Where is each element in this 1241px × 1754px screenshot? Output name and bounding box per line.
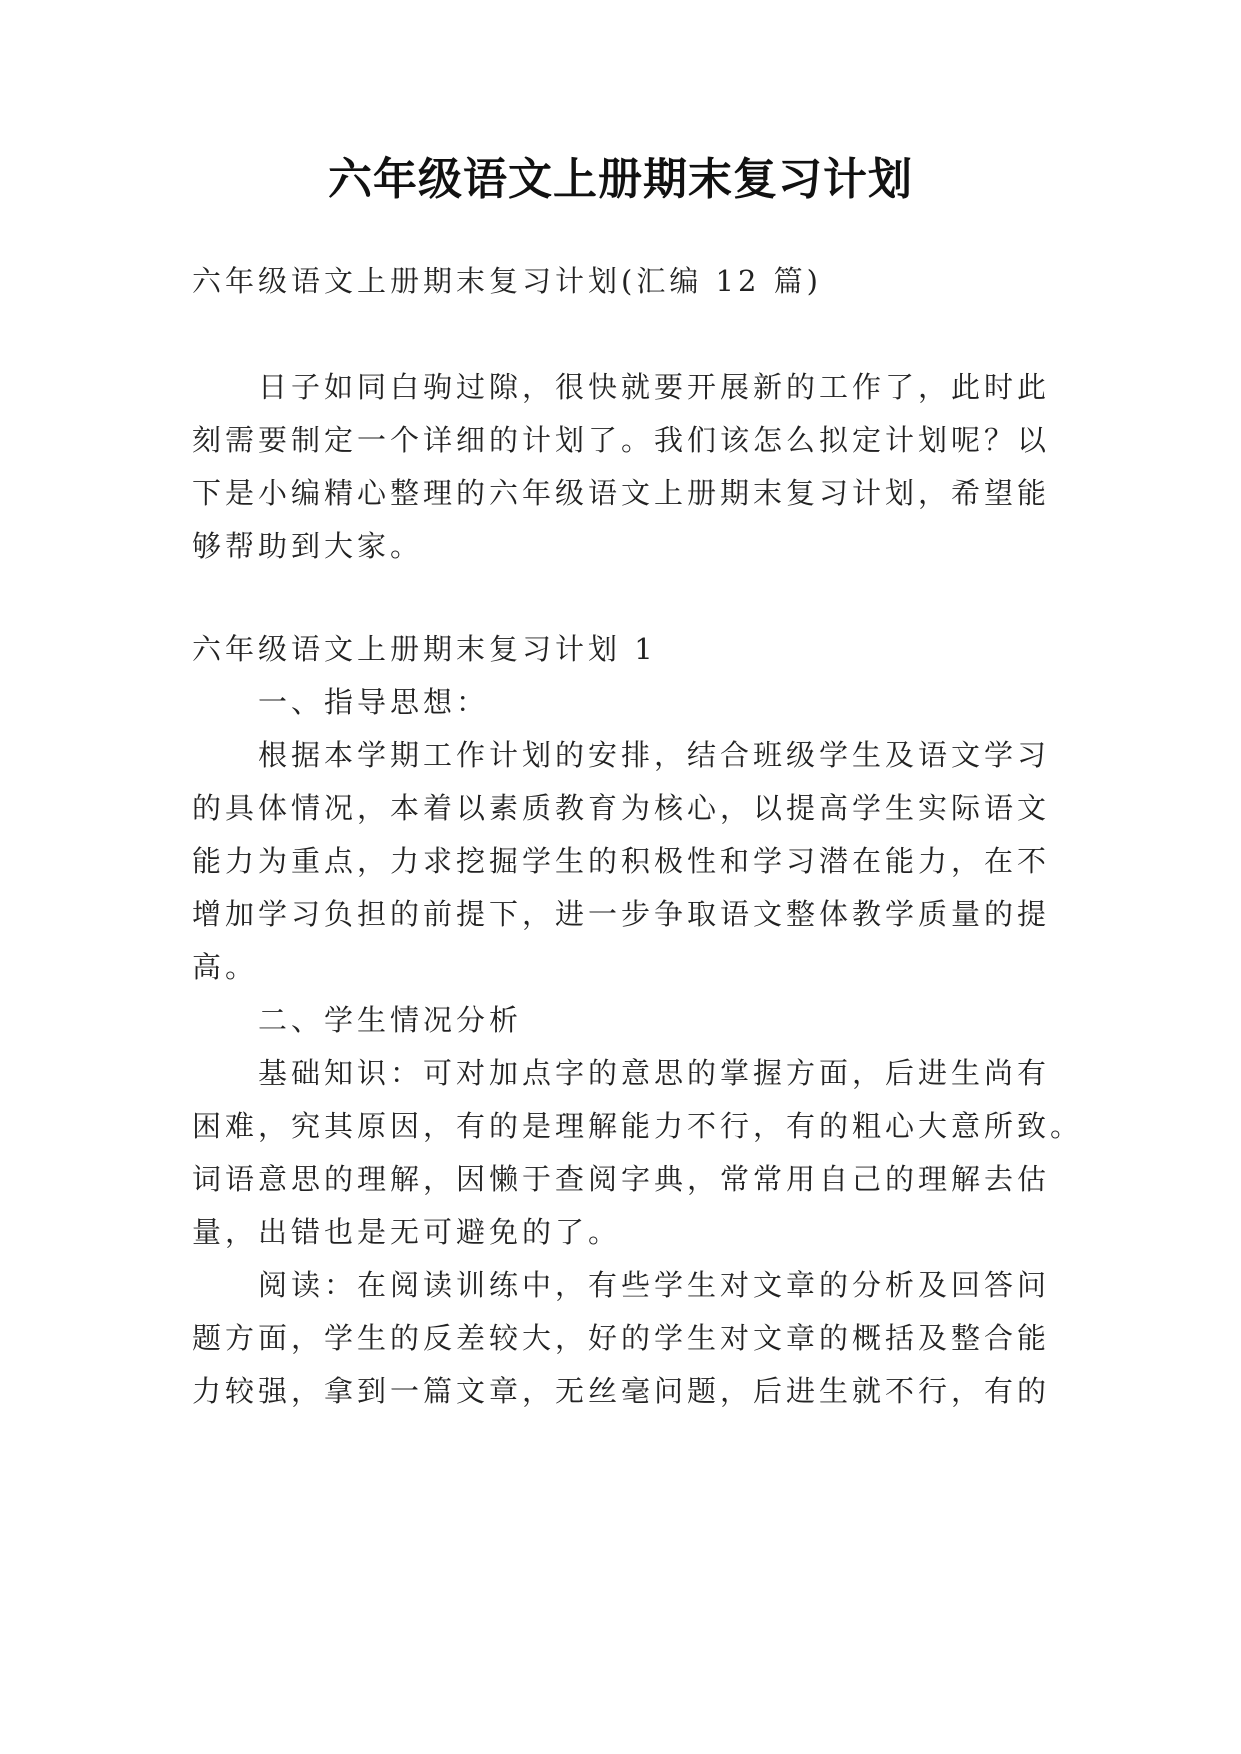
basics-line: 困难，究其原因，有的是理解能力不行，有的粗心大意所致。 <box>192 1109 1084 1143</box>
intro-line: 刻需要制定一个详细的计划了。我们该怎么拟定计划呢？以 <box>192 423 1051 457</box>
part1-line: 高。 <box>192 950 259 984</box>
intro-line: 够帮助到大家。 <box>192 529 424 563</box>
part2-heading: 二、学生情况分析 <box>258 1003 523 1037</box>
basics-line: 基础知识：可对加点字的意思的掌握方面，后进生尚有 <box>258 1056 1051 1090</box>
reading-line: 题方面，学生的反差较大，好的学生对文章的概括及整合能 <box>192 1321 1051 1355</box>
section-heading: 六年级语文上册期末复习计划 1 <box>192 632 657 666</box>
intro-line: 下是小编精心整理的六年级语文上册期末复习计划，希望能 <box>192 476 1051 510</box>
part1-heading: 一、指导思想： <box>258 685 490 719</box>
basics-line: 量，出错也是无可避免的了。 <box>192 1215 622 1249</box>
part1-line: 的具体情况，本着以素质教育为核心，以提高学生实际语文 <box>192 791 1051 825</box>
document-title: 六年级语文上册期末复习计划 <box>328 154 913 205</box>
intro-line: 日子如同白驹过隙，很快就要开展新的工作了，此时此 <box>258 370 1051 404</box>
document-subtitle: 六年级语文上册期末复习计划(汇编 12 篇) <box>192 264 822 298</box>
part1-line: 增加学习负担的前提下，进一步争取语文整体教学质量的提 <box>192 897 1051 931</box>
basics-line: 词语意思的理解，因懒于查阅字典，常常用自己的理解去估 <box>192 1162 1051 1196</box>
part1-line: 能力为重点，力求挖掘学生的积极性和学习潜在能力，在不 <box>192 844 1051 878</box>
reading-line: 阅读：在阅读训练中，有些学生对文章的分析及回答问 <box>258 1268 1051 1302</box>
part1-line: 根据本学期工作计划的安排，结合班级学生及语文学习 <box>258 738 1051 772</box>
reading-line: 力较强，拿到一篇文章，无丝毫问题，后进生就不行，有的 <box>192 1374 1051 1408</box>
